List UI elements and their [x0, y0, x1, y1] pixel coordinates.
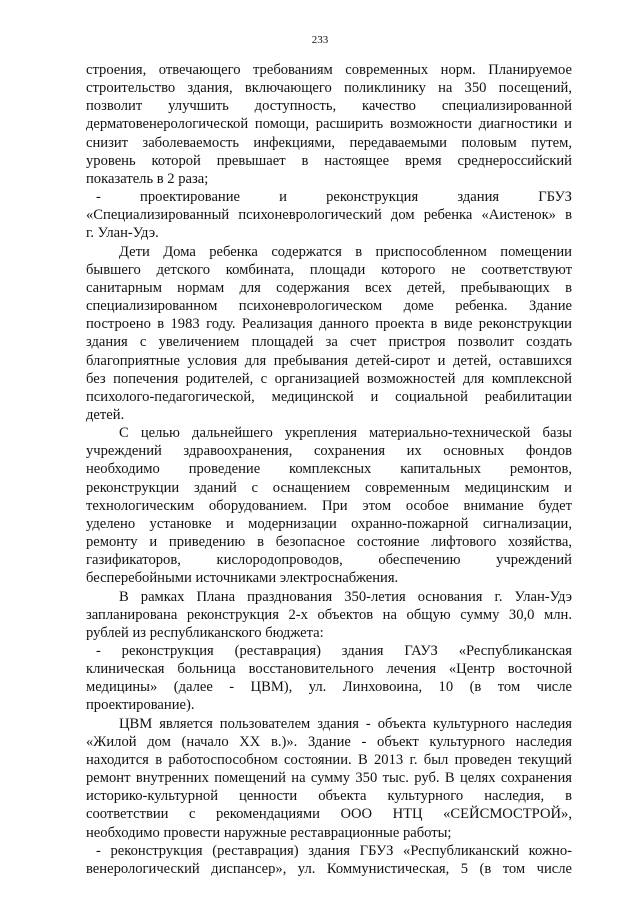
text-line: запланирована реконструкция 2-х объектов на общую сумму 30,0 млн.: [86, 606, 572, 623]
text-line: рублей из республиканского бюджета:: [86, 624, 324, 641]
text-line: венерологический диспансер», ул. Коммунистическая, 5 (в том числе: [86, 860, 572, 877]
text-line: ремонт внутренних помещений на сумму 350 тыс. руб. В целях сохранения: [86, 770, 572, 787]
text-line: построено в 1983 году. Реализация данного проекта в виде реконструкции: [86, 316, 572, 333]
text-line: специализированном психоневрологическом доме ребенка. Здание: [86, 298, 572, 315]
text-line: ремонту и приведению в безопасное состояние лифтового хозяйства,: [86, 534, 572, 551]
document-body: [86, 61, 572, 878]
text-line: психолого-педагогической, медицинской и социальной реабилитации: [86, 388, 572, 405]
text-line: медицины» (далее - ЦВМ), ул. Линховоина, 10 (в том числе: [86, 679, 572, 696]
text-line: ЦВМ является пользователем здания - объекта культурного наследия: [119, 715, 572, 732]
text-line: санитарным нормам для содержания всех детей, пребывающих в: [86, 279, 572, 296]
text-line: проектирование).: [86, 697, 195, 714]
text-line: реконструкции зданий с оснащением современным медицинским и: [86, 479, 572, 496]
text-line: бывшего детского комбината, площади которого не соответствуют: [86, 261, 572, 278]
text-line: историко-культурной ценности объекта культурного наследия, в: [86, 788, 572, 805]
text-line: показатель в 2 раза;: [86, 170, 209, 187]
text-line: учреждений здравоохранения, сохранения их основных фондов: [86, 443, 572, 460]
text-line: строительство здания, включающего поликлинику на 350 посещений,: [86, 80, 572, 97]
text-line: г. Улан-Удэ.: [86, 225, 159, 242]
text-line: «Специализированный психоневрологический дом ребенка «Аистенок» в: [86, 207, 572, 224]
text-line: уровень которой превышает в настоящее время среднероссийский: [86, 152, 572, 169]
text-line: газификаторов, кислородопроводов, обеспечению учреждений: [86, 552, 572, 569]
text-line: находится в работоспособном состоянии. В 2013 г. был проведен текущий: [86, 751, 572, 768]
text-line: позволит улучшить доступность, качество специализированной: [86, 98, 572, 115]
text-line: без попечения родителей, с организацией возможностей для комплексной: [86, 370, 572, 387]
text-line: строения, отвечающего требованиям современных норм. Планируемое: [86, 62, 572, 78]
text-line: дерматовенерологической помощи, расширить возможности диагностики и: [86, 116, 572, 133]
text-line: необходимо провести наружные реставрационные работы;: [86, 824, 452, 841]
text-line: С целью дальнейшего укрепления материально-технической базы: [119, 425, 572, 442]
text-line: клиническая больница восстановительного лечения «Центр восточной: [86, 661, 572, 678]
text-line: - реконструкция (реставрация) здания ГБУЗ «Республиканский кожно-: [96, 842, 572, 859]
text-line: В рамках Плана празднования 350-летия основания г. Улан-Удэ: [119, 588, 572, 605]
text-line: Дети Дома ребенка содержатся в приспособленном помещении: [119, 243, 572, 260]
page-number: 233: [311, 34, 329, 46]
text-line: бесперебойными источниками электроснабжения.: [86, 570, 399, 587]
text-line: необходимо проведение комплексных капитальных ремонтов,: [86, 461, 572, 478]
text-line: технологическим оборудованием. При этом особое внимание будет: [86, 497, 572, 514]
text-line: благоприятные условия для пребывания детей-сирот и детей, оставшихся: [86, 352, 572, 369]
text-line: уделено установке и модернизации охранно-пожарной сигнализации,: [86, 515, 572, 532]
text-line: - реконструкция (реставрация) здания ГАУЗ «Республиканская: [96, 643, 572, 659]
text-line: соответствии с рекомендациями ООО НТЦ «СЕЙСМОСТРОЙ»,: [86, 806, 572, 823]
text-line: снизит заболеваемость инфекциями, передаваемыми половым путем,: [86, 134, 572, 151]
text-line: здания с увеличением площадей за счет пристроя позволит создать: [86, 334, 572, 351]
text-line: «Жилой дом (начало XX в.)». Здание - объект культурного наследия: [86, 733, 572, 750]
text-line: - проектирование и реконструкция здания ГБУЗ: [96, 189, 572, 206]
text-line: детей.: [86, 406, 125, 423]
